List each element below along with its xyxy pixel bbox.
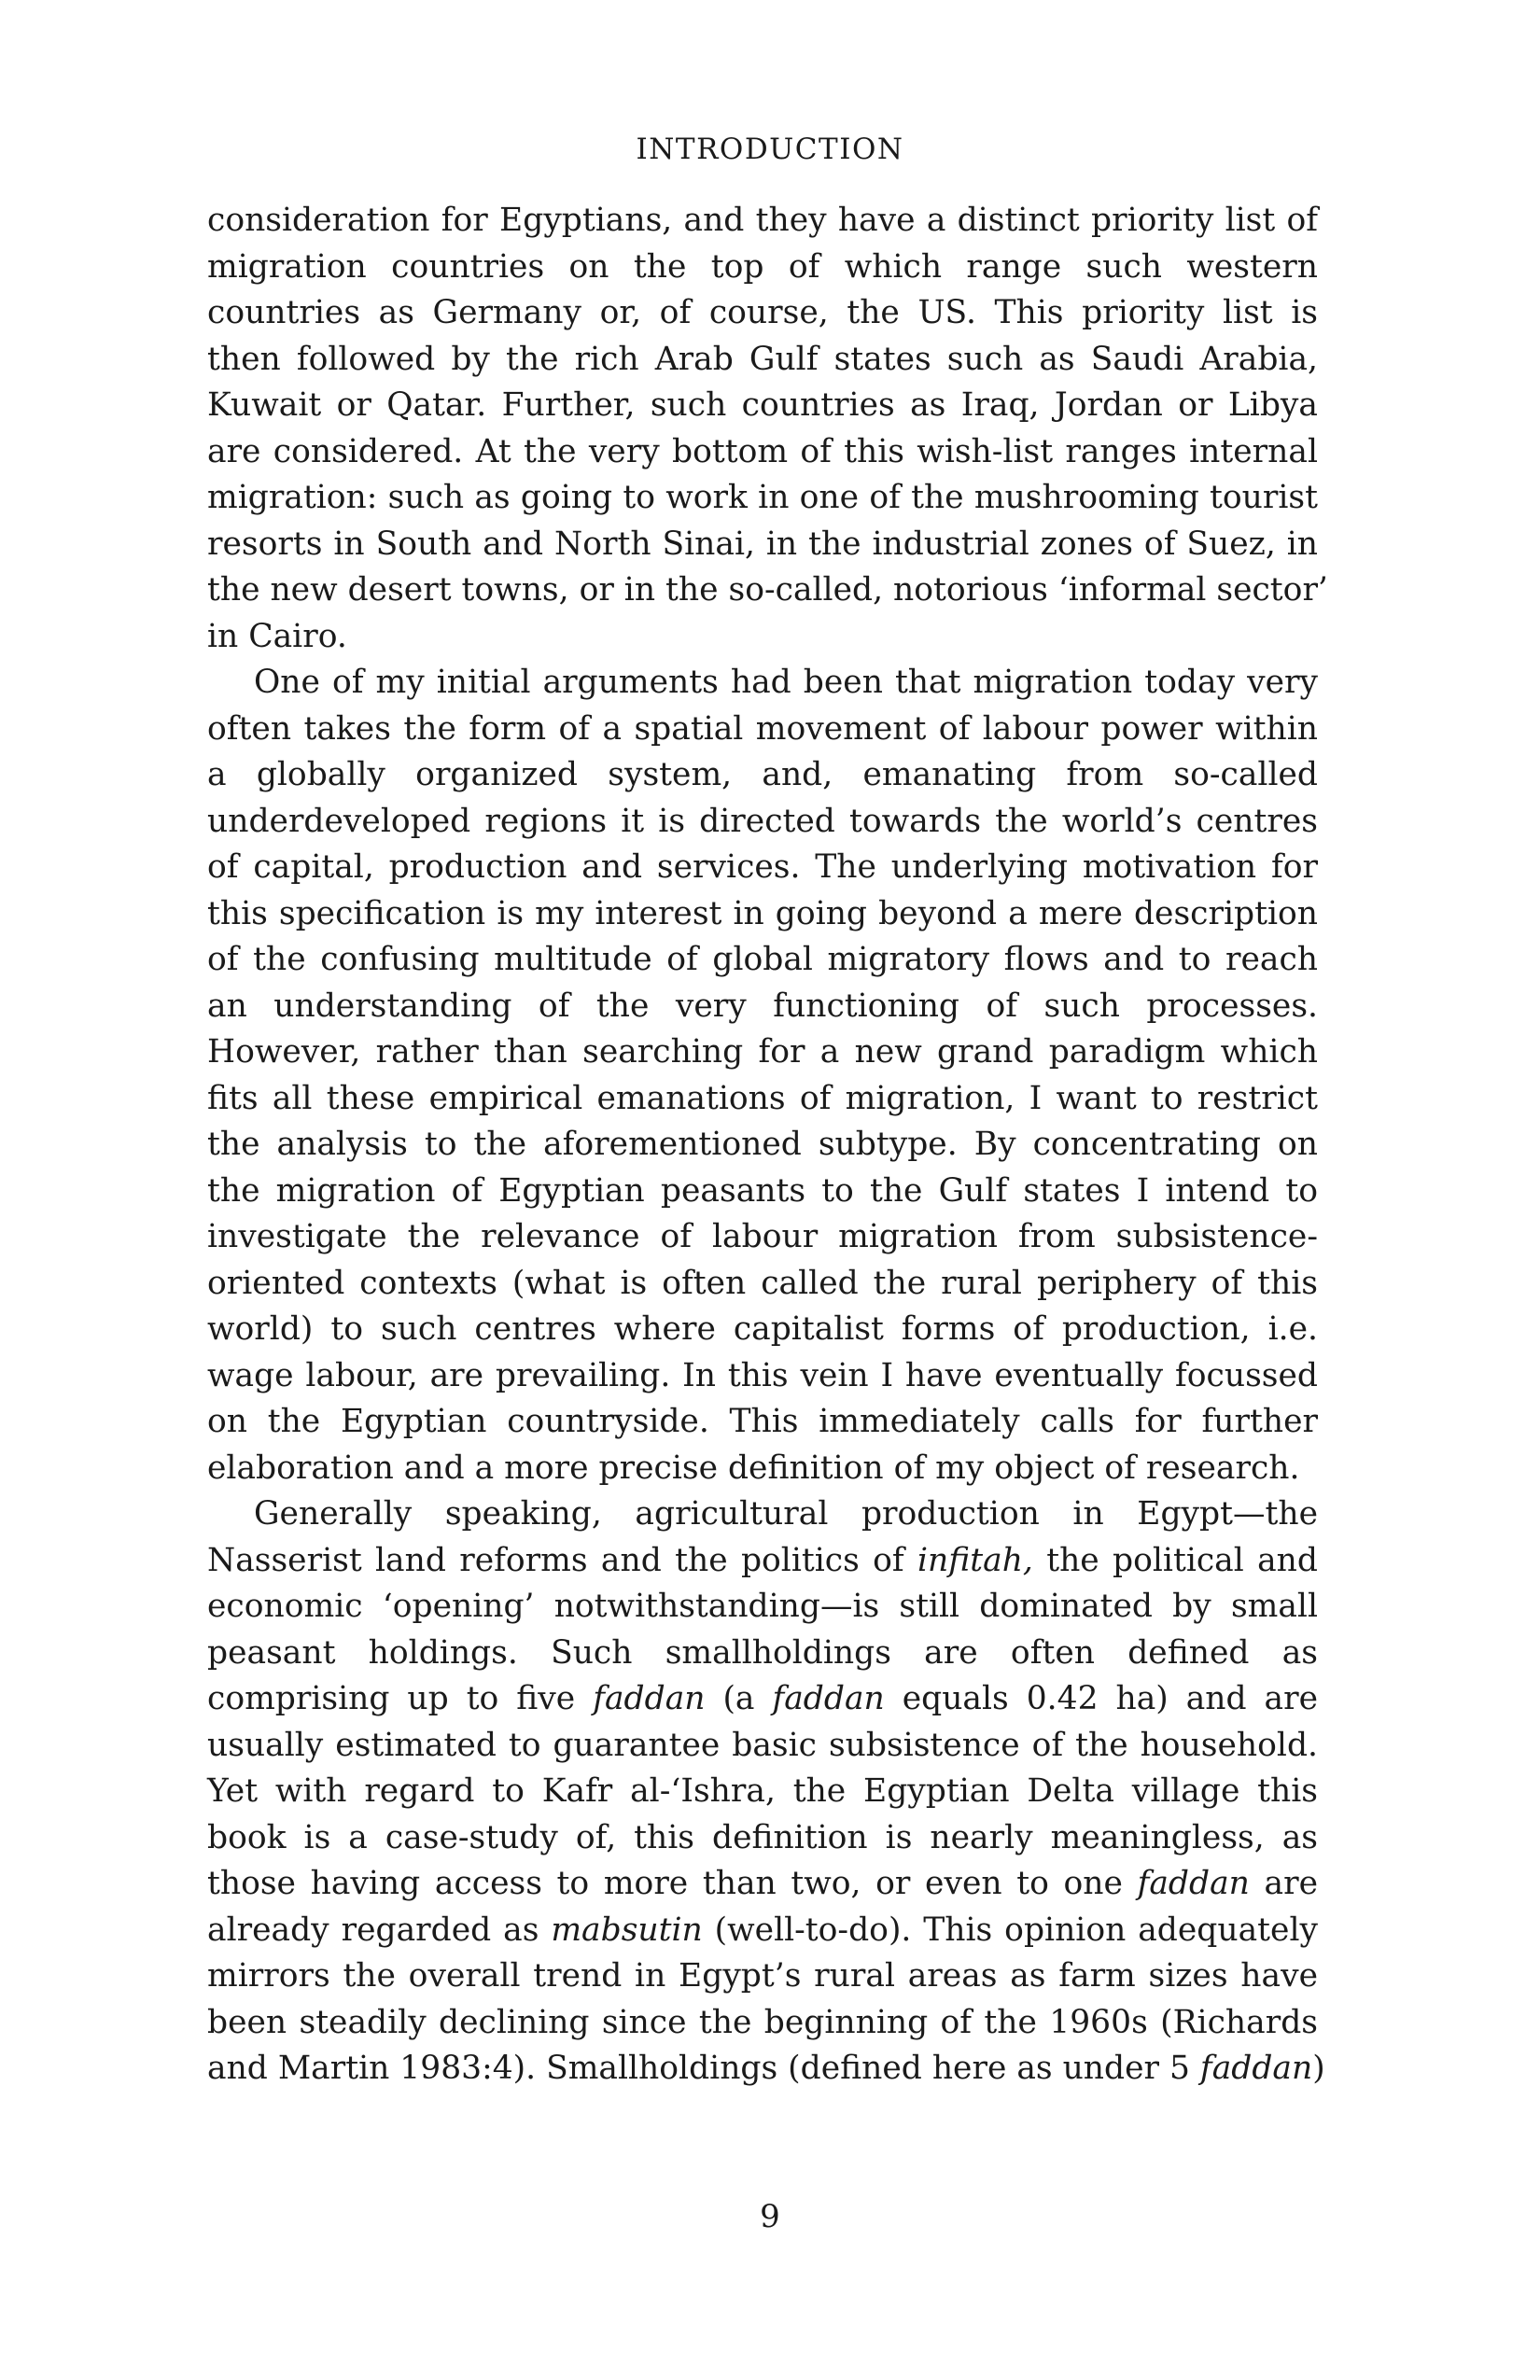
text-line: countries as Germany or, of course, the US. This priority list is <box>207 294 1318 331</box>
text-line: peasant holdings. Such smallholdings are often defined as <box>207 1633 1318 1672</box>
paragraph <box>207 1491 1325 2093</box>
body-text <box>207 198 1328 2093</box>
text-line: Kuwait or Qatar. Further, such countries as Iraq, Jordan or Libya <box>207 386 1318 424</box>
text-line: those having access to more than two, or even to one faddan are <box>207 1865 1318 1902</box>
page-number: 9 <box>760 2198 780 2235</box>
paragraph <box>207 198 1328 660</box>
text-line: Nasserist land reforms and the politics of infitah, the political and <box>207 1541 1318 1579</box>
text-line: comprising up to five faddan (a faddan equals 0.42 ha) and are <box>207 1680 1319 1717</box>
text-line: underdeveloped regions it is directed towards the world’s centres <box>207 802 1318 840</box>
text-line: then followed by the rich Arab Gulf states such as Saudi Arabia, <box>207 340 1318 378</box>
text-line: and Martin 1983:4). Smallholdings (defined here as under 5 faddan) <box>207 2050 1325 2087</box>
text-line: of the confusing multitude of global migratory flows and to reach <box>207 941 1318 978</box>
text-line: often takes the form of a spatial movement of labour power within <box>207 709 1318 748</box>
text-line: of capital, production and services. The underlying motivation for <box>207 848 1318 886</box>
text-line: investigate the relevance of labour migration from subsistence- <box>207 1218 1318 1255</box>
text-line: mirrors the overall trend in Egypt’s rural areas as farm sizes have <box>207 1957 1318 1995</box>
text-line: are considered. At the very bottom of this wish-list ranges internal <box>207 432 1318 470</box>
text-line: economic ‘opening’ notwithstanding—is still dominated by small <box>207 1588 1318 1625</box>
text-line: this specification is my interest in going beyond a mere description <box>207 894 1318 932</box>
text-line: oriented contexts (what is often called the rural periphery of this <box>207 1264 1318 1302</box>
text-line: consideration for Egyptians, and they have a distinct priority list of <box>207 202 1318 239</box>
paragraph <box>207 660 1318 1491</box>
text-line: a globally organized system, and, emanating from so-called <box>207 756 1318 793</box>
text-line: the new desert towns, or in the so-called, notorious ‘informal sector’ <box>207 571 1328 609</box>
text-line: Generally speaking, agricultural production in Egypt—the <box>254 1495 1318 1533</box>
text-line: elaboration and a more precise definition of my object of research. <box>207 1449 1300 1487</box>
text-line: However, rather than searching for a new grand paradigm which <box>207 1033 1318 1071</box>
text-line: in Cairo. <box>207 617 347 655</box>
text-line: already regarded as mabsutin (well-to-do). This opinion adequately <box>207 1911 1318 1949</box>
text-line: fits all these empirical emanations of migration, I want to restrict <box>207 1079 1318 1117</box>
text-line: wage labour, are prevailing. In this vein I have eventually focussed <box>207 1356 1318 1394</box>
text-line: the analysis to the aforementioned subtype. By concentrating on <box>207 1126 1318 1163</box>
text-line: book is a case-study of, this definition is nearly meaningless, as <box>207 1818 1318 1856</box>
running-head: INTRODUCTION <box>636 133 904 166</box>
text-line: migration countries on the top of which range such western <box>207 247 1318 286</box>
text-line: been steadily declining since the beginning of the 1960s (Richards <box>207 2003 1318 2041</box>
text-line: world) to such centres where capitalist forms of production, i.e. <box>207 1310 1318 1348</box>
text-line: resorts in South and North Sinai, in the industrial zones of Suez, in <box>207 525 1318 563</box>
text-line: on the Egyptian countryside. This immediately calls for further <box>207 1403 1318 1440</box>
text-line: Yet with regard to Kafr al-‘Ishra, the Egyptian Delta village this <box>207 1772 1318 1810</box>
text-line: migration: such as going to work in one of the mushrooming tourist <box>207 479 1318 516</box>
text-line: One of my initial arguments had been that migration today very <box>254 664 1318 701</box>
text-line: an understanding of the very functioning of such processes. <box>207 987 1318 1025</box>
text-line: usually estimated to guarantee basic subsistence of the household. <box>207 1726 1318 1764</box>
text-line: the migration of Egyptian peasants to the Gulf states I intend to <box>207 1171 1318 1210</box>
